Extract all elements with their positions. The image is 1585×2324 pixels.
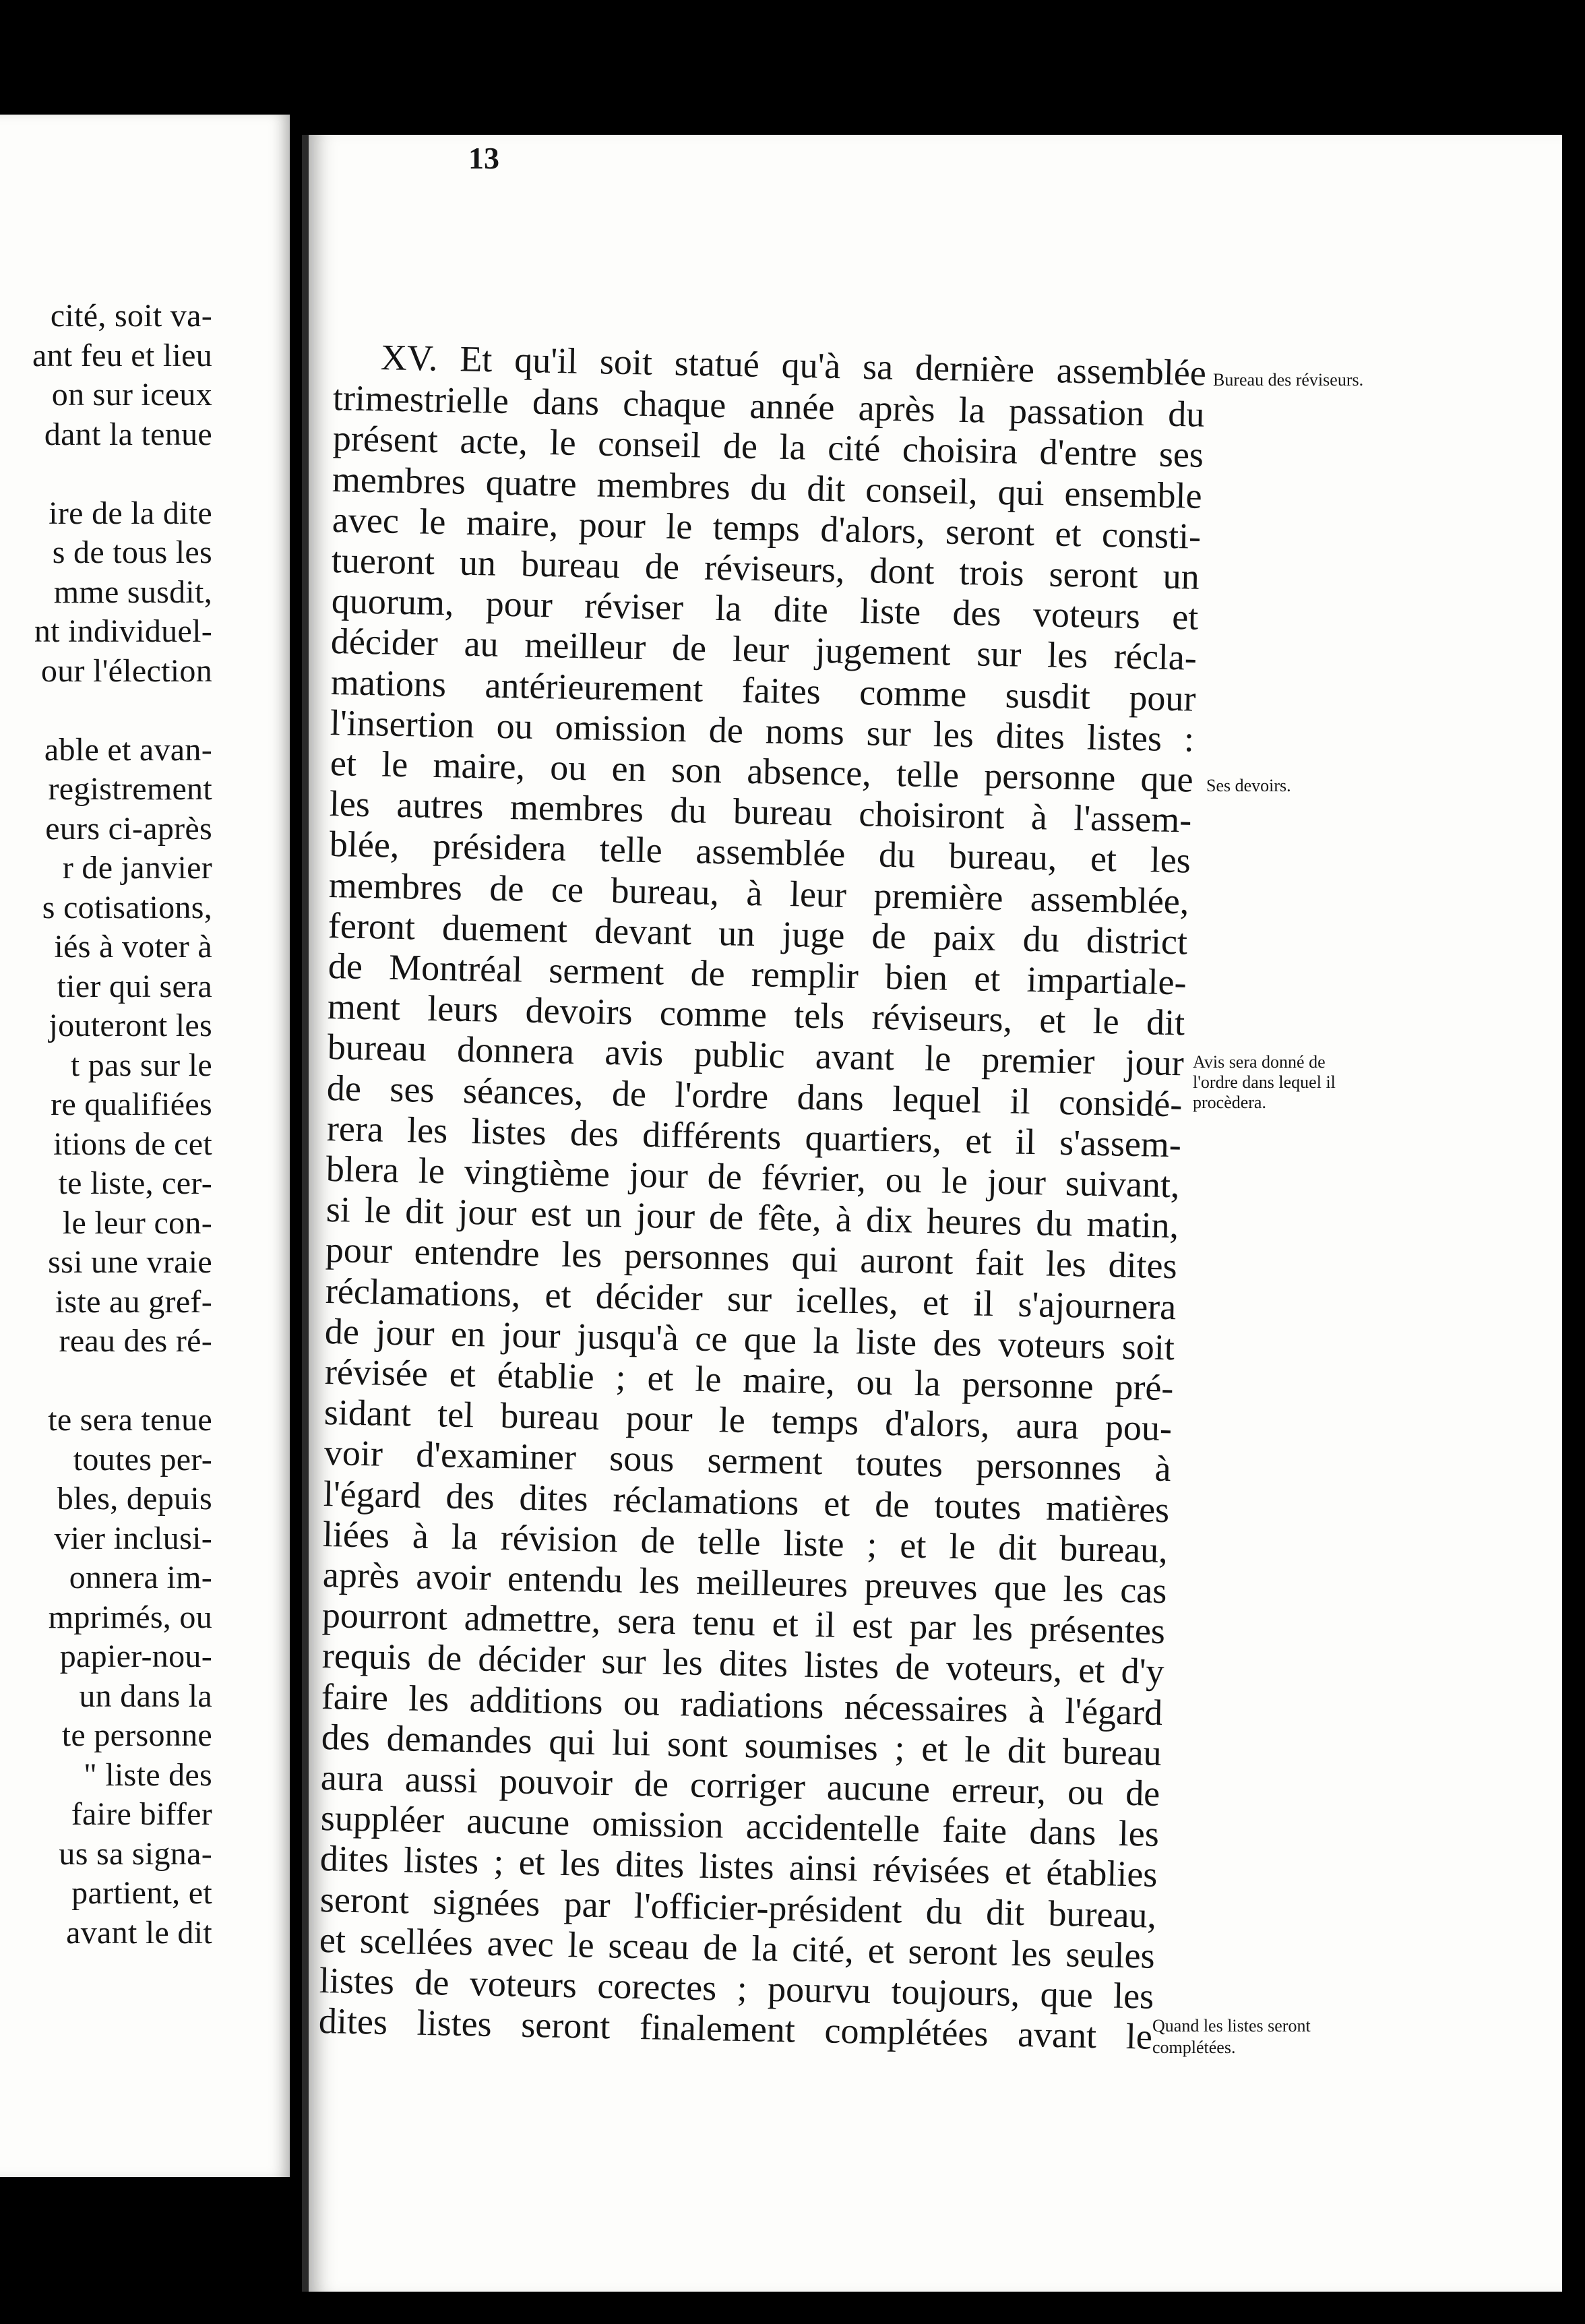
margin-note: l'ordre dans lequel il xyxy=(1193,1072,1336,1092)
article-line: mations antérieurement faites comme susdit pour xyxy=(330,661,1196,719)
left-page-line: ssi une vraie xyxy=(48,1244,212,1280)
article-line: dites listes seront finalement complétées avant le xyxy=(318,2000,1153,2057)
left-page-line: iés à voter à xyxy=(54,929,212,965)
left-page-line: ant feu et lieu xyxy=(32,337,212,373)
left-page-line: registrement xyxy=(48,771,212,807)
article-line: réclamations, et décider sur icelles, et il s'ajournera xyxy=(325,1270,1177,1327)
left-page-line: un dans la xyxy=(79,1678,212,1714)
left-page-line: " liste des xyxy=(84,1756,212,1793)
left-page-line: our l'élection xyxy=(40,652,212,689)
article-line: voir d'examiner sous serment toutes personnes à xyxy=(323,1432,1171,1490)
article-line: l'insertion ou omission de noms sur les dites listes : xyxy=(330,702,1195,760)
article-line: présent acte, le conseil de la cité choisira d'entre ses xyxy=(332,418,1204,476)
article-line: de jour en jour jusqu'à ce que la liste des voteurs soit xyxy=(324,1310,1175,1368)
article-line: révisée et établie ; et le maire, ou la personne pré- xyxy=(324,1351,1174,1409)
article-line: bureau donnera avis public avant le premier jour xyxy=(327,1027,1185,1084)
article-line: rera les listes des différents quartiers, et il s'assem- xyxy=(326,1107,1182,1165)
article-line: XV. Et qu'il soit statué qu'à sa dernière assemblée xyxy=(380,337,1207,394)
left-page-line: onnera im- xyxy=(69,1560,212,1595)
article-line: sidant tel bureau pour le temps d'alors, aura pou- xyxy=(323,1392,1173,1449)
left-page-line: ire de la dite xyxy=(49,495,212,531)
article-line: membres de ce bureau, à leur première assemblée, xyxy=(328,864,1189,922)
left-page-line: jouteront les xyxy=(49,1008,212,1043)
left-page-line: able et avan- xyxy=(44,731,212,768)
article-line: de Montréal serment de remplir bien et impartiale- xyxy=(328,946,1187,1003)
left-page-line: re qualifiées xyxy=(51,1087,212,1122)
article-line: pour entendre les personnes qui auront fait les dites xyxy=(325,1229,1178,1287)
left-page-line: reau des ré- xyxy=(59,1323,212,1359)
left-page-line: le leur con- xyxy=(62,1204,212,1241)
left-page-line: cité, soit va- xyxy=(50,298,212,334)
article-line: et le maire, ou en son absence, telle personne que xyxy=(330,743,1193,800)
article-line: ment leurs devoirs comme tels réviseurs, et le dit xyxy=(327,986,1186,1043)
left-page-line: te personne xyxy=(61,1717,212,1753)
left-page-line: t pas sur le xyxy=(70,1047,212,1083)
article-line: après avoir entendu les meilleures preuves que les cas xyxy=(322,1554,1167,1612)
article-line: feront duement devant un juge de paix du district xyxy=(328,905,1189,962)
article-line: l'égard des dites réclamations et de toutes matières xyxy=(323,1473,1170,1530)
left-page-line: te sera tenue xyxy=(48,1402,212,1438)
left-page-fragment xyxy=(0,115,290,2177)
margin-note: Avis sera donné de xyxy=(1193,1052,1326,1072)
article-line: de ses séances, de l'ordre dans lequel il considé- xyxy=(326,1067,1183,1124)
article-line: tueront un bureau de réviseurs, dont trois seront un xyxy=(331,540,1200,597)
article-line: des demandes qui lui sont soumises ; et le dit bureau xyxy=(321,1716,1162,1773)
article-line: blée, présidera telle assemblée du bureau, et les xyxy=(328,824,1191,881)
article-line: faire les additions ou radiations nécessaires à l'égard xyxy=(321,1676,1163,1733)
article-line: seront signées par l'officier-président du dit bureau, xyxy=(319,1878,1157,1936)
article-line: pourront admettre, sera tenu et il est par les présentes xyxy=(321,1595,1166,1652)
article-line: suppléer aucune omission accidentelle faite dans les xyxy=(320,1798,1160,1855)
article-line: avec le maire, pour le temps d'alors, seront et consti- xyxy=(332,499,1202,557)
left-page-line: dant la tenue xyxy=(44,416,212,452)
margin-note: complétées. xyxy=(1152,2038,1236,2057)
article-line: et scellées avec le sceau de la cité, et seront les seules xyxy=(319,1919,1156,1976)
left-page-line: on sur iceux xyxy=(51,377,212,412)
page-number: 13 xyxy=(468,141,499,175)
article-line: aura aussi pouvoir de corriger aucune erreur, ou de xyxy=(320,1757,1161,1814)
article-line: quorum, pour réviser la dite liste des voteurs et xyxy=(331,580,1199,638)
left-page-line: mprimés, ou xyxy=(48,1599,212,1635)
left-page-line: us sa signa- xyxy=(59,1835,212,1872)
margin-note: Ses devoirs. xyxy=(1206,776,1291,795)
article-line: blera le vingtième jour de février, ou le jour suivant, xyxy=(325,1149,1181,1206)
article-line: liées à la révision de telle liste ; et le dit bureau, xyxy=(322,1513,1169,1570)
left-page-line: s de tous les xyxy=(52,534,212,570)
left-page-line: bles, depuis xyxy=(57,1481,212,1517)
left-page-line: nt individuel- xyxy=(34,613,212,649)
left-page-line: mme susdit, xyxy=(53,574,212,610)
article-line: les autres membres du bureau choisiront à l'assem- xyxy=(329,783,1192,840)
left-page-line: partient, et xyxy=(71,1875,212,1911)
article-line: membres quatre membres du dit conseil, qui ensemble xyxy=(332,458,1203,516)
left-page-line: avant le dit xyxy=(66,1914,212,1951)
left-page-line: eurs ci-après xyxy=(45,810,212,847)
article-line: listes de voteurs corectes ; pourvu toujours, que les xyxy=(318,1960,1154,2017)
left-page-line: itions de cet xyxy=(53,1126,212,1162)
left-page-line: s cotisations, xyxy=(42,889,212,925)
left-page-line: r de janvier xyxy=(62,850,212,886)
left-page-line: iste au gref- xyxy=(55,1283,212,1320)
margin-note: Quand les listes seront xyxy=(1152,2016,1311,2036)
left-page-line: vier inclusi- xyxy=(54,1520,212,1556)
left-page-line: papier-nou- xyxy=(59,1639,212,1674)
article-line: requis de décider sur les dites listes de voteurs, et d'y xyxy=(321,1635,1164,1692)
article-line: décider au meilleur de leur jugement sur les récla- xyxy=(330,621,1198,679)
article-line: si le dit jour est un jour de fête, à dix heures du matin, xyxy=(325,1189,1179,1246)
left-page-line: te liste, cer- xyxy=(58,1165,212,1201)
left-page-line: toutes per- xyxy=(73,1441,212,1477)
margin-note: Bureau des réviseurs. xyxy=(1213,370,1364,390)
article-line: trimestrielle dans chaque année après la passation du xyxy=(332,377,1206,435)
article-line: dites listes ; et les dites listes ainsi révisées et établies xyxy=(319,1838,1158,1895)
margin-note: procèdera. xyxy=(1193,1093,1266,1112)
left-page-line: tier qui sera xyxy=(57,968,212,1004)
left-page-line: faire biffer xyxy=(71,1796,212,1832)
